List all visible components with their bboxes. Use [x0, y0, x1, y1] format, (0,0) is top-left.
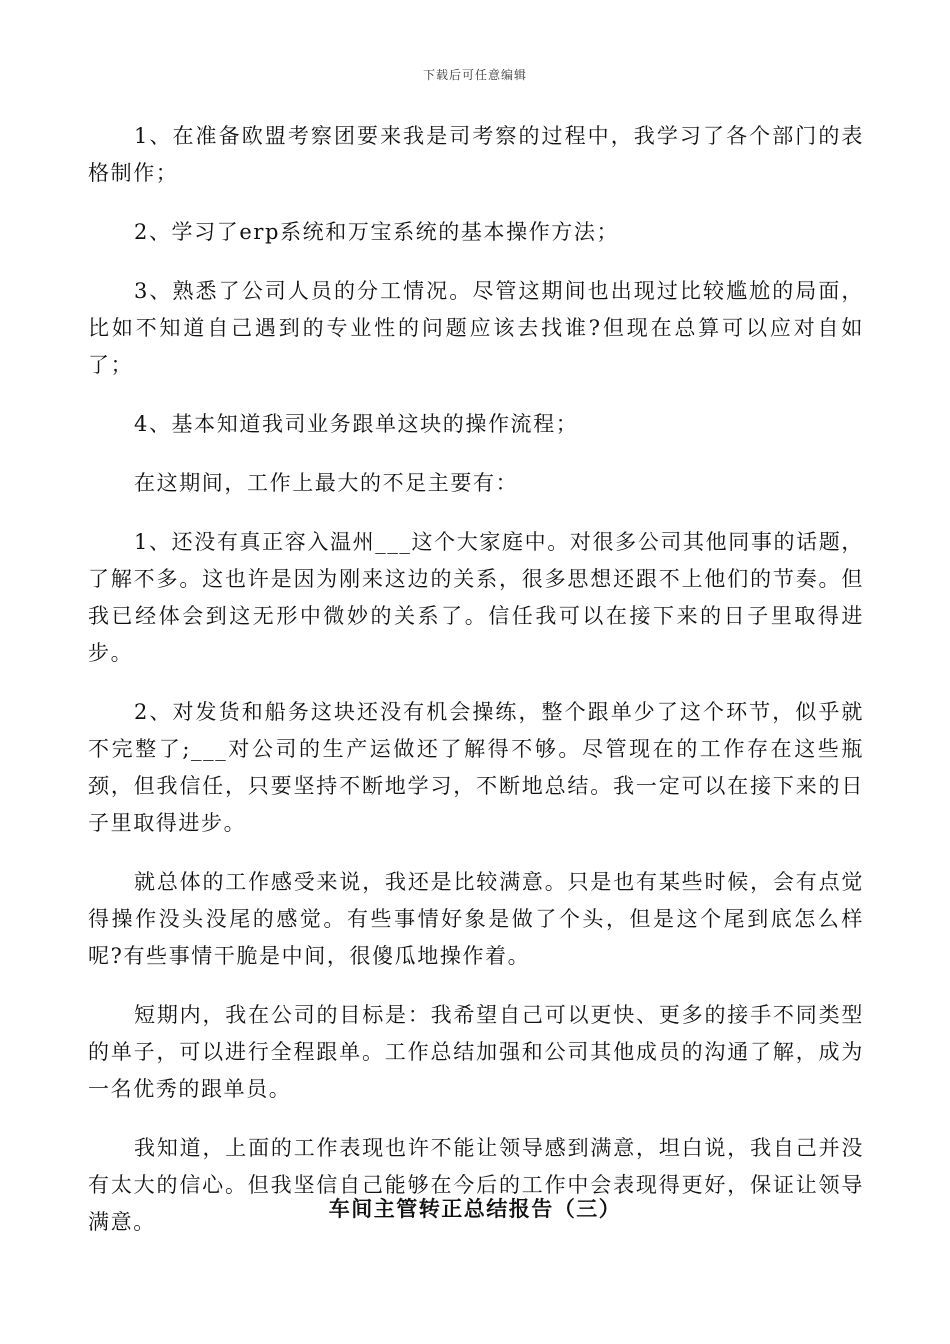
paragraph: 3、熟悉了公司人员的分工情况。尽管这期间也出现过比较尴尬的局面，比如不知道自己遇到的专业性的问题应该去找谁?但现在总算可以应对自如了；: [88, 279, 864, 377]
paragraph: 2、学习了erp系统和万宝系统的基本操作方法；: [134, 220, 620, 244]
paragraph: 1、在准备欧盟考察团要来我是司考察的过程中，我学习了各个部门的表格制作；: [88, 124, 864, 185]
body-text: [88, 118, 864, 1263]
paragraph: 4、基本知道我司业务跟单这块的操作流程；: [134, 412, 579, 436]
paragraph: 短期内，我在公司的目标是：我希望自己可以更快、更多的接手不同类型的单子，可以进行全程跟单。工作总结加强和公司其他成员的沟通了解，成为一名优秀的跟单员。: [88, 1003, 864, 1101]
paragraph: 2、对发货和船务这块还没有机会操练，整个跟单少了这个环节，似乎就不完整了;___对公司的生产运做还了解得不够。尽管现在的工作存在这些瓶颈，但我信任，只要坚持不断地学习，不断地总结。我一定可以在接下来的日子里取得进步。: [88, 700, 864, 835]
paragraph: 就总体的工作感受来说，我还是比较满意。只是也有某些时候，会有点觉得操作没头没尾的感觉。有些事情好象是做了个头，但是这个尾到底怎么样呢?有些事情干脆是中间，很傻瓜地操作着。: [88, 870, 864, 968]
section-title: 车间主管转正总结报告（三）: [328, 1197, 622, 1221]
paragraph: 1、还没有真正容入温州___这个大家庭中。对很多公司其他同事的话题，了解不多。这也许是因为刚来这边的关系，很多思想还跟不上他们的节奏。但我已经体会到这无形中微妙的关系了。信任我可以在接下来的日子里取得进步。: [88, 530, 864, 665]
paragraph: 在这期间，工作上最大的不足主要有：: [134, 471, 519, 495]
header-note: 下载后可任意编辑: [422, 68, 527, 82]
paragraph: 我知道，上面的工作表现也许不能让领导感到满意，坦白说，我自己并没有太大的信心。但我坚信自己能够在今后的工作中会表现得更好，保证让领导满意。: [88, 1136, 864, 1234]
